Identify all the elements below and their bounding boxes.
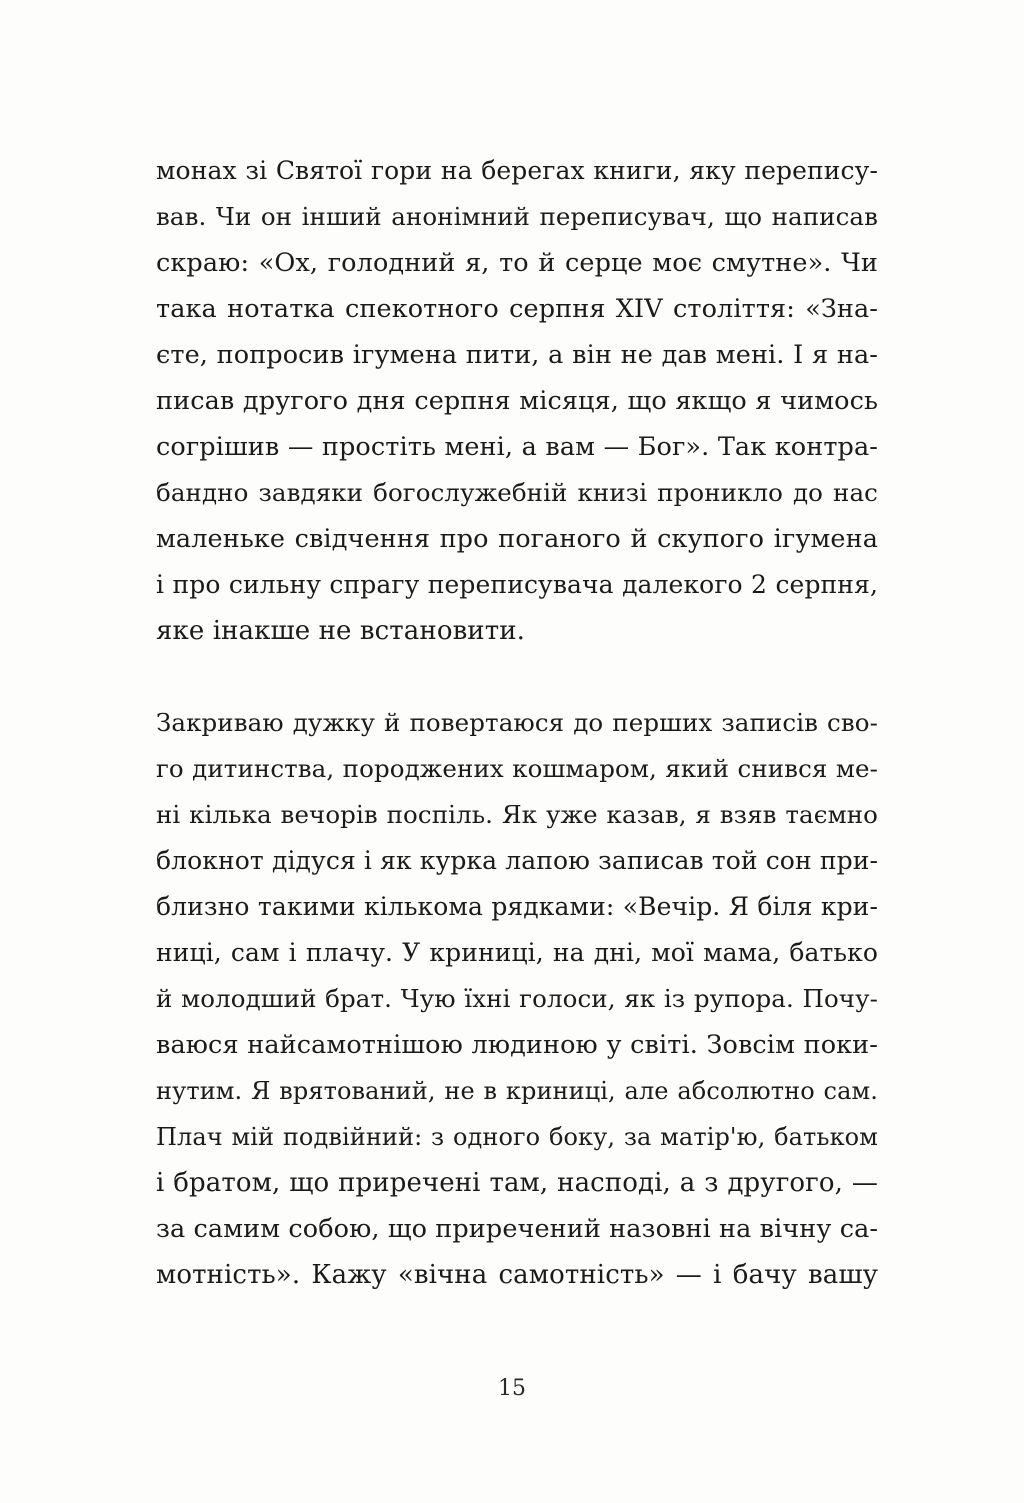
text-line: писав другого дня серпня місяця, що якщо я чимось	[156, 386, 878, 416]
text-line: й молодший брат. Чую їхні голоси, як із рупора. Почу-	[156, 984, 878, 1013]
text-line: мотність». Кажу «вічна самотність» — і бачу вашу	[156, 1260, 878, 1290]
text-line: ні кілька вечорів поспіль. Як уже казав, я взяв таємно	[156, 800, 878, 829]
text-line: нутим. Я врятований, не в криниці, але абсолютно сам.	[156, 1077, 878, 1105]
text-line: го дитинства, породжених кошмаром, який снився ме-	[156, 754, 878, 783]
text-line: і братом, що приречені там, насподі, а з другого, —	[156, 1168, 878, 1198]
text-line: согрішив — простіть мені, а вам — Бог». Так контра-	[156, 432, 878, 462]
page-number: 15	[498, 1376, 526, 1401]
text-line: єте, попросив ігумена пити, а він не дав мені. І я на-	[156, 340, 878, 370]
paragraph-1	[156, 148, 878, 654]
text-line: така нотатка спекотного серпня XIV століття: «Зна-	[156, 294, 878, 324]
text-line: бандно завдяки богослужебній книзі проникло до нас	[156, 478, 878, 507]
text-line: скраю: «Ох, голодний я, то й серце моє смутне». Чи	[156, 248, 878, 278]
text-line: вав. Чи он інший анонімний переписувач, що написав	[156, 202, 878, 231]
text-line: ниці, сам і плачу. У криниці, на дні, мої мама, батько	[156, 938, 878, 967]
paragraph-2	[156, 700, 878, 1298]
text-line: і про сильну спрагу переписувача далекого 2 серпня,	[156, 570, 878, 599]
text-line: монах зі Святої гори на берегах книги, яку перепису-	[156, 156, 878, 185]
text-line: Закриваю дужку й повертаюся до перших записів сво-	[156, 708, 878, 737]
text-line: за самим собою, що приречений назовні на вічну са-	[156, 1214, 879, 1244]
text-line: Плач мій подвійний: з одного боку, за матір'ю, батьком	[156, 1123, 878, 1151]
text-line: яке інакше не встановити.	[156, 616, 526, 646]
text-line: маленьке свідчення про поганого й скупого ігумена	[156, 524, 878, 554]
text-line: блокнот дідуся і як курка лапою записав той сон при-	[156, 846, 878, 875]
text-line: ваюся найсамотнішою людиною у світі. Зовсім поки-	[156, 1030, 878, 1060]
text-line: близно такими кількома рядками: «Вечір. Я біля кри-	[156, 892, 878, 921]
